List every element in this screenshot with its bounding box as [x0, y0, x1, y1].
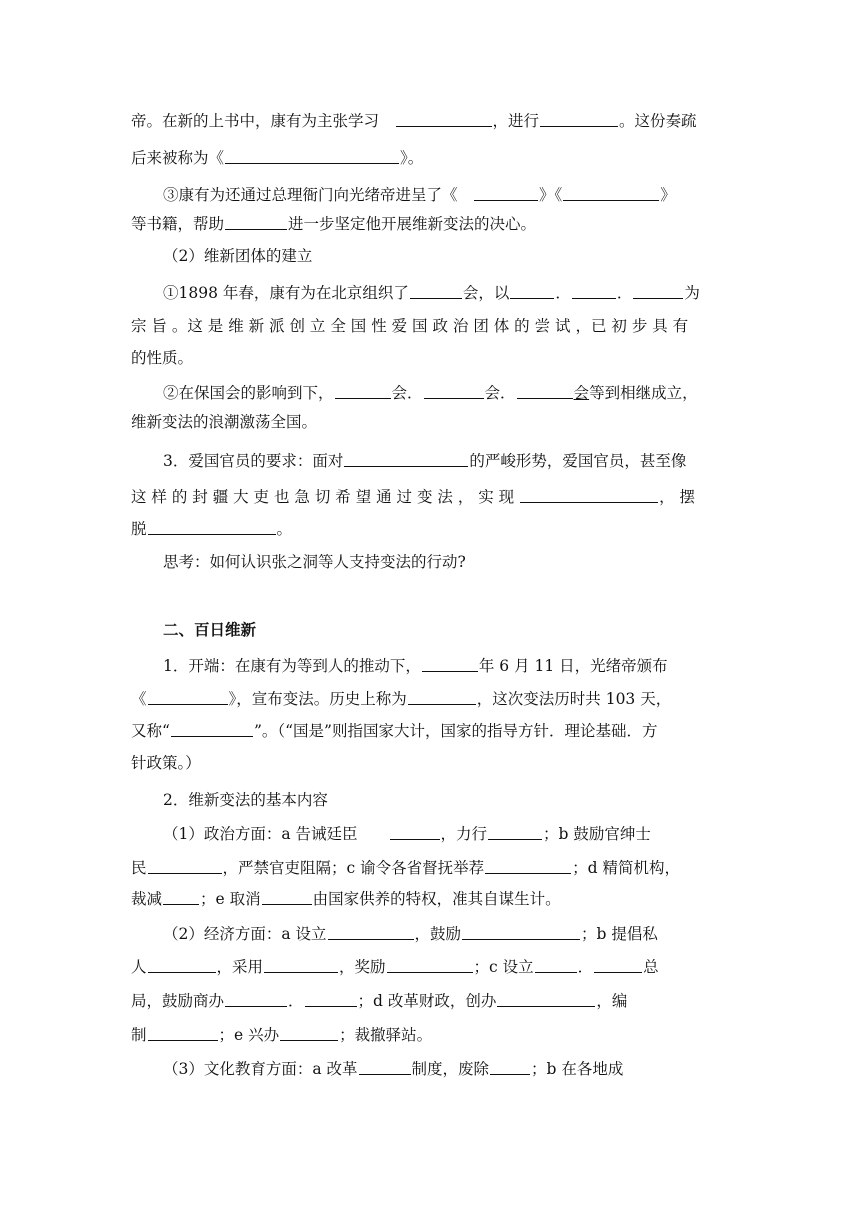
text-line: 人 ，采用 ，奖励 ；c 设立 ． 总 [131, 958, 659, 976]
fill-blank[interactable] [563, 184, 659, 201]
text-line: ①1898 年春，康有为在北京组织了 会，以 ． ． 为 [163, 284, 700, 302]
fill-blank[interactable] [572, 282, 616, 299]
fill-blank[interactable] [148, 518, 276, 535]
fill-blank[interactable] [594, 956, 642, 973]
fill-blank[interactable] [387, 956, 473, 973]
fill-blank[interactable] [171, 720, 253, 737]
fill-blank[interactable] [396, 110, 492, 127]
text-line: 裁减 ；e 取消 由国家供养的特权，准其自谋生计。 [131, 890, 561, 908]
fill-blank[interactable] [535, 956, 577, 973]
text-line: （2）经济方面：a 设立 ，鼓励 ；b 提倡私 [163, 925, 658, 943]
fill-blank[interactable] [517, 382, 573, 399]
fill-blank[interactable] [474, 184, 538, 201]
fill-blank[interactable] [497, 990, 595, 1007]
fill-blank[interactable] [344, 450, 468, 467]
fill-blank[interactable] [390, 823, 440, 840]
section-heading: 2．维新变法的基本内容 [163, 791, 328, 809]
text-line: 帝。在新的上书中，康有为主张学习 ，进行 。这份奏疏 [131, 112, 697, 130]
fill-blank[interactable] [359, 1058, 411, 1075]
text-line: 局，鼓励商办 ． ；d 改革财政，创办 ，编 [131, 992, 628, 1010]
thinking-question: 思考：如何认识张之洞等人支持变法的行动? [163, 553, 466, 571]
text-line: 1．开端：在康有为等到人的推动下， 年 6 月 11 日，光绪帝颁布 [163, 657, 668, 675]
section-heading: （2）维新团体的建立 [163, 247, 313, 265]
section-heading: 二、百日维新 [163, 620, 257, 639]
fill-blank[interactable] [148, 956, 216, 973]
text-line: ②在保国会的影响到下， 会． 会． 会等到相继成立， [163, 384, 698, 402]
text-line: 又称“ ”。（“国是”则指国家大计，国家的指导方针．理论基础．方 [131, 722, 658, 740]
fill-blank[interactable] [280, 1024, 338, 1041]
text-line: 这 样 的 封 疆 大 吏 也 急 切 希 望 通 过 变 法 ， 实 现 ， 摆 [131, 488, 696, 506]
text-line: 等书籍，帮助 进一步坚定他开展维新变法的决心。 [131, 215, 537, 233]
fill-blank[interactable] [305, 990, 357, 1007]
text-line: 脱 。 [131, 520, 293, 538]
text-line: ③康有为还通过总理衙门向光绪帝进呈了《 》《 》 [163, 186, 676, 204]
fill-blank[interactable] [148, 1024, 218, 1041]
fill-blank[interactable] [328, 923, 414, 940]
fill-blank[interactable] [148, 688, 228, 705]
fill-blank[interactable] [422, 655, 478, 672]
fill-blank[interactable] [633, 282, 683, 299]
fill-blank[interactable] [408, 688, 476, 705]
text-line: 《 》，宣布变法。历史上称为 ，这次变法历时共 103 天， [131, 690, 672, 708]
fill-blank[interactable] [225, 147, 399, 164]
fill-blank[interactable] [490, 1058, 530, 1075]
text-line: 针政策。） [131, 754, 201, 772]
fill-blank[interactable] [520, 486, 658, 503]
text-line: 维新变法的浪潮激荡全国。 [131, 413, 318, 431]
fill-blank[interactable] [488, 823, 542, 840]
text-line: （1）政治方面：a 告诫廷臣 ，力行 ；b 鼓励官绅士 [163, 825, 651, 843]
fill-blank[interactable] [264, 956, 338, 973]
fill-blank[interactable] [262, 888, 312, 905]
text-line: 制 ；e 兴办 ；裁撤驿站。 [131, 1026, 433, 1044]
fill-blank[interactable] [335, 382, 391, 399]
fill-blank[interactable] [163, 888, 199, 905]
fill-blank[interactable] [510, 282, 554, 299]
fill-blank[interactable] [462, 923, 580, 940]
text-line: 宗 旨 。这 是 维 新 派 创 立 全 国 性 爱 国 政 治 团 体 的 尝 试 ，已 初 步 具 有 [131, 317, 689, 335]
fill-blank[interactable] [485, 857, 571, 874]
text-line: 的性质。 [131, 349, 194, 367]
fill-blank[interactable] [410, 282, 462, 299]
fill-blank[interactable] [540, 110, 618, 127]
fill-blank[interactable] [148, 857, 222, 874]
text-line: 后来被称为《 》。 [131, 149, 424, 167]
fill-blank[interactable] [225, 213, 287, 230]
fill-blank[interactable] [424, 382, 484, 399]
text-line: （3）文化教育方面：a 改革 制度，废除 ；b 在各地成 [163, 1060, 624, 1078]
text-line: 民 ，严禁官吏阻隔；c 谕令各省督抚举荐 ；d 精简机构， [131, 859, 680, 877]
fill-blank[interactable] [225, 990, 287, 1007]
text-line: 3．爱国官员的要求：面对 的严峻形势，爱国官员，甚至像 [163, 452, 687, 470]
